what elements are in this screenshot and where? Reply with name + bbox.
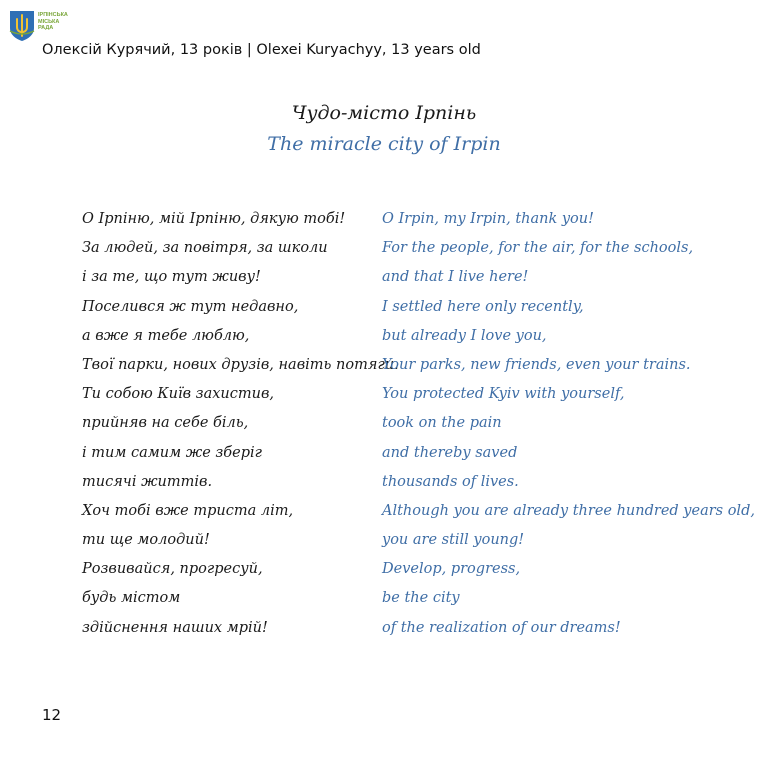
poem-line-en: O Irpin, my Irpin, thank you! xyxy=(382,211,594,227)
poem-line-ua: і тим самим же зберіг xyxy=(82,444,262,461)
author-line: Олексій Курячий, 13 років | Olexei Kuryachyy, 13 years old xyxy=(42,42,481,58)
city-council-logo xyxy=(9,10,68,42)
poem-title-ukrainian: Чудо-місто Ірпінь xyxy=(291,102,477,124)
logo-text xyxy=(38,12,68,32)
poem-line-en: but already I love you, xyxy=(382,327,547,344)
poem-line-en: For the people, for the air, for the schools, xyxy=(382,240,694,257)
poem-line-ua: будь містом xyxy=(82,590,181,607)
poem-line-ua: О Ірпіню, мій Ірпіню, дякую тобі! xyxy=(82,211,346,227)
poem-line-en: of the realization of our dreams! xyxy=(382,619,621,636)
poem-line-ua: здійснення наших мрій! xyxy=(82,619,268,636)
poem-line-en: Your parks, new friends, even your trains. xyxy=(382,356,691,373)
poem-line-ua: Твої парки, нових друзів, навіть потяги. xyxy=(82,356,399,373)
poem-line-en: and thereby saved xyxy=(382,444,518,461)
poem-line-en: took on the pain xyxy=(382,415,502,432)
poem-line-en: be the city xyxy=(382,590,460,607)
poem-line-en: Although you are already three hundred years old, xyxy=(382,502,755,519)
poem-line-ua: Поселився ж тут недавно, xyxy=(82,298,299,315)
poem-line-ua: Ти собою Київ захистив, xyxy=(82,386,274,403)
poem-line-en: I settled here only recently, xyxy=(382,298,584,315)
page-number: 12 xyxy=(42,706,62,724)
logo-line: РАДА xyxy=(38,25,54,31)
poem-line-ua: тисячі життів. xyxy=(82,473,213,490)
poem-line-ua: ти ще молодий! xyxy=(82,532,210,549)
poem-line-ua: За людей, за повітря, за школи xyxy=(82,240,328,257)
logo-line: МІСЬКА xyxy=(38,18,60,25)
poem-ukrainian-column xyxy=(82,205,399,643)
poem-line-ua: Розвивайся, прогресуй, xyxy=(82,561,263,578)
poem-line-ua: прийняв на себе біль, xyxy=(82,415,249,432)
poem-line-ua: а вже я тебе люблю, xyxy=(82,327,250,344)
poem-line-en: Develop, progress, xyxy=(382,561,521,578)
poem-line-en: You protected Kyiv with yourself, xyxy=(382,386,625,403)
poem-english-column xyxy=(382,205,755,643)
poem-line-en: and that I live here! xyxy=(382,269,529,286)
logo-line: ІРПІНСЬКА xyxy=(38,12,68,18)
poem-line-en: you are still young! xyxy=(382,532,525,549)
poem-title-english: The miracle city of Irpin xyxy=(267,133,501,155)
city-shield-icon xyxy=(9,10,35,42)
poem-line-ua: Хоч тобі вже триста літ, xyxy=(82,502,294,519)
poem-line-ua: і за те, що тут живу! xyxy=(82,269,261,286)
poem-line-en: thousands of lives. xyxy=(382,473,519,490)
